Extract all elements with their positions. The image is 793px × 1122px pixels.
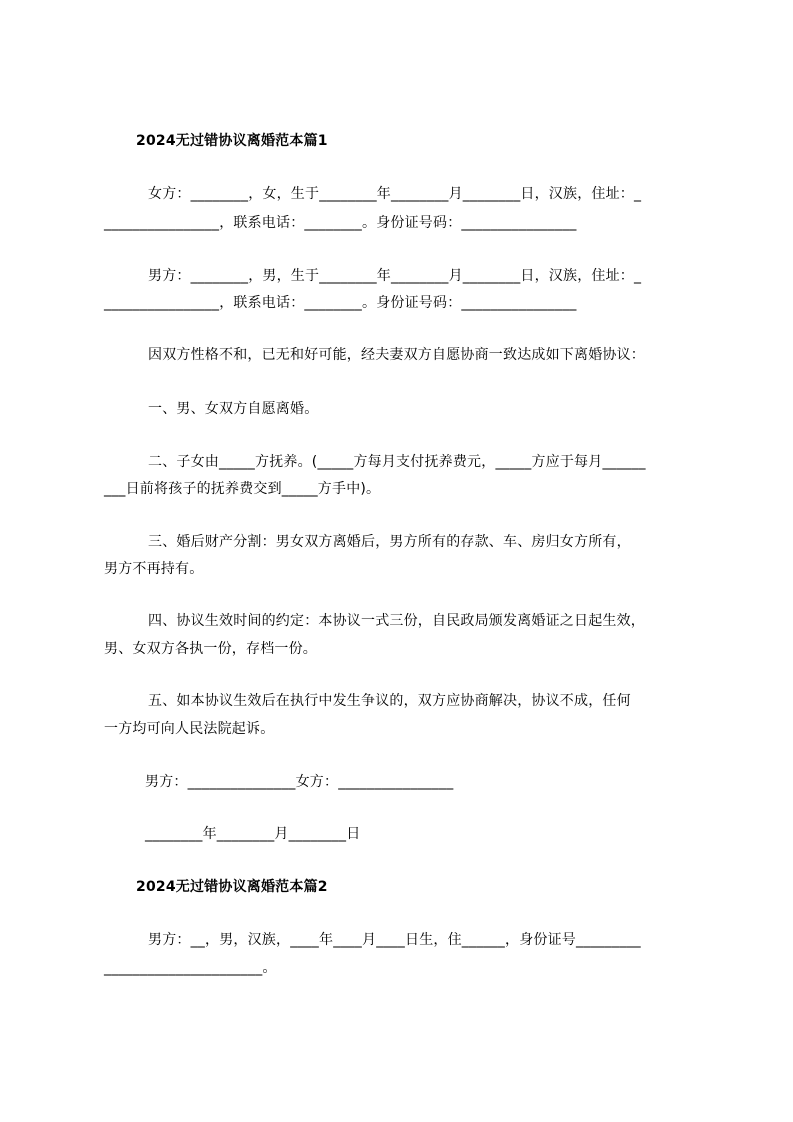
clause-3-line1: 三、婚后财产分割：男女双方离婚后，男方所有的存款、车、房归女方所有， — [148, 534, 631, 550]
section2-husband-line2: ______________________。 — [104, 960, 277, 976]
clause-2-line1: 二、子女由_____方抚养。(_____方每月支付抚养费元，_____方应于每月______ — [148, 454, 646, 470]
clause-4-line2: 男、女双方各执一份，存档一份。 — [104, 641, 317, 657]
clause-1: 一、男、女双方自愿离婚。 — [148, 401, 319, 417]
clause-3-line2: 男方不再持有。 — [104, 561, 204, 577]
husband-info-line2: ________________，联系电话：________。身份证号码：________________ — [104, 295, 577, 311]
section2-husband-line1: 男方：__，男，汉族，____年____月____日生，住______，身份证号_________ — [148, 932, 641, 948]
clause-4-line1: 四、协议生效时间的约定：本协议一式三份，自民政局颁发离婚证之日起生效， — [148, 613, 645, 629]
section1-title: 2024无过错协议离婚范本篇1 — [136, 133, 328, 149]
clause-5-line1: 五、如本协议生效后在执行中发生争议的，双方应协商解决，协议不成，任何 — [148, 693, 631, 709]
husband-info-line1: 男方：________，男，生于________年________月________日，汉族，住址：_ — [148, 268, 642, 284]
clause-2-line2: ___日前将孩子的抚养费交到_____方手中)。 — [104, 481, 381, 497]
wife-info-line1: 女方：________，女，生于________年________月________日，汉族，住址：_ — [148, 186, 642, 202]
date-line: ________年________月________日 — [145, 826, 361, 842]
section2-title: 2024无过错协议离婚范本篇2 — [136, 879, 328, 895]
clause-5-line2: 一方均可向人民法院起诉。 — [104, 721, 275, 737]
agreement-intro: 因双方性格不和，已无和好可能，经夫妻双方自愿协商一致达成如下离婚协议： — [148, 347, 645, 363]
signature-line: 男方：_______________女方：________________ — [145, 774, 454, 790]
wife-info-line2: ________________，联系电话：________。身份证号码：________________ — [104, 215, 577, 231]
